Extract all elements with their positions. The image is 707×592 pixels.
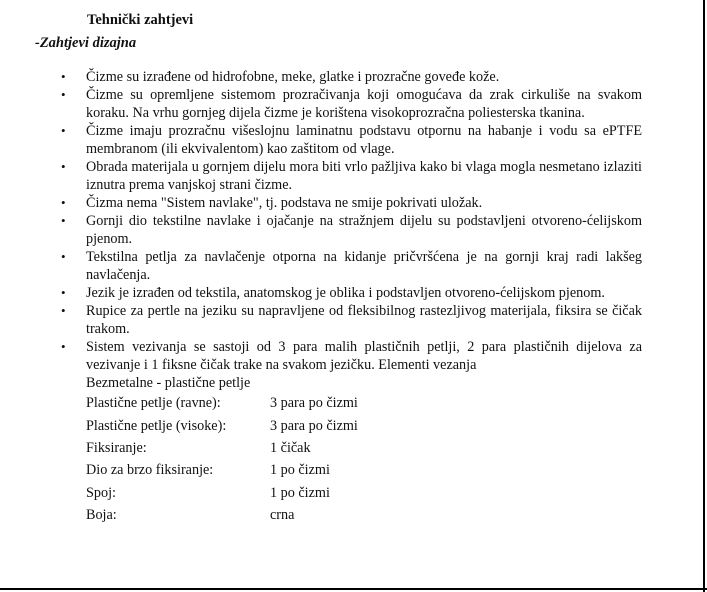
bullet-icon: •	[61, 339, 66, 354]
list-item-text: Gornji dio tekstilne navlake i ojačanje na stražnjem dijelu su podstavljeni otvoreno-ćelijskom pjenom.	[86, 213, 642, 247]
spec-value: 3 para po čizmi	[270, 417, 358, 434]
list-item	[0, 248, 642, 284]
bullet-icon: •	[61, 285, 66, 300]
page-border-bottom	[0, 588, 707, 590]
list-item	[0, 338, 642, 526]
bullet-icon: •	[61, 69, 66, 84]
section-heading: Tehnički zahtjevi	[87, 12, 194, 28]
list-item	[0, 68, 642, 86]
list-item-text: Čizme su opremljene sistemom prozračivanja koji omogućava da zrak cirkuliše na svakom koraku. Na vrhu gornjeg dijela čizme je korištena visokoprozračna poliesterska tkanina.	[86, 87, 642, 121]
bullet-icon: •	[61, 249, 66, 264]
list-item	[0, 158, 642, 194]
spec-row	[86, 459, 642, 481]
spec-value: 1 po čizmi	[270, 462, 330, 479]
spec-row	[86, 482, 642, 504]
spec-row	[86, 437, 642, 459]
spec-label: Dio za brzo fiksiranje:	[86, 462, 214, 479]
list-item	[0, 86, 642, 122]
bullet-icon: •	[61, 123, 66, 138]
spec-row	[86, 414, 642, 436]
list-item	[0, 284, 642, 302]
spec-row	[86, 504, 642, 526]
spec-row	[86, 392, 642, 414]
fastening-elements	[86, 374, 642, 526]
list-item-text: Tekstilna petlja za navlačenje otporna na kidanje pričvršćena je na gornji kraj radi lakšeg navlačenja.	[86, 249, 642, 283]
subsection-heading: -Zahtjevi dizajna	[35, 35, 137, 51]
list-item	[0, 302, 642, 338]
bullet-icon: •	[61, 303, 66, 318]
list-item-text: Čizme imaju prozračnu višeslojnu laminatnu podstavu otpornu na habanje i vodu sa ePTFE membranom (ili ekvivalentom) kao zaštitom od vlage.	[86, 123, 642, 157]
spec-label: Plastične petlje (ravne):	[86, 395, 221, 412]
list-item-text: Čizma nema "Sistem navlake", tj. podstava ne smije pokrivati uložak.	[86, 195, 483, 211]
list-item	[0, 122, 642, 158]
bullet-icon: •	[61, 87, 66, 102]
list-item	[0, 212, 642, 248]
bullet-icon: •	[61, 213, 66, 228]
bullet-icon: •	[61, 195, 66, 210]
spec-label: Plastične petlje (visoke):	[86, 417, 227, 434]
list-item-text: Obrada materijala u gornjem dijelu mora biti vrlo pažljiva kako bi vlaga mogla nesmetano izlaziti iznutra prema vanjskoj strani čizme.	[86, 159, 642, 193]
list-item-text: Jezik je izrađen od tekstila, anatomskog je oblika i podstavljen otvoreno-ćelijskom pjenom.	[86, 285, 605, 301]
spec-label: Spoj:	[86, 484, 116, 501]
spec-value: crna	[270, 507, 295, 524]
list-item-text: Sistem vezivanja se sastoji od 3 para malih plastičnih petlji, 2 para plastičnih dijelova za vezivanje i 1 fiksne čičak trake na svakom jezičku. Elementi vezanja	[86, 339, 642, 373]
spec-value: 1 po čizmi	[270, 484, 330, 501]
bullet-icon: •	[61, 159, 66, 174]
spec-label: Boja:	[86, 507, 117, 524]
spec-label: Fiksiranje:	[86, 439, 147, 456]
list-item-text: Rupice za pertle na jeziku su napravljene od fleksibilnog rastezljivog materijala, fiksira se čičak trakom.	[86, 303, 642, 337]
page-border-right	[703, 0, 705, 592]
spec-value: 3 para po čizmi	[270, 395, 358, 412]
requirements-list	[0, 68, 642, 526]
list-item	[0, 194, 642, 212]
fastening-caption: Bezmetalne - plastične petlje	[86, 375, 251, 391]
spec-value: 1 čičak	[270, 439, 311, 456]
list-item-text: Čizme su izrađene od hidrofobne, meke, glatke i prozračne goveđe kože.	[86, 69, 500, 85]
